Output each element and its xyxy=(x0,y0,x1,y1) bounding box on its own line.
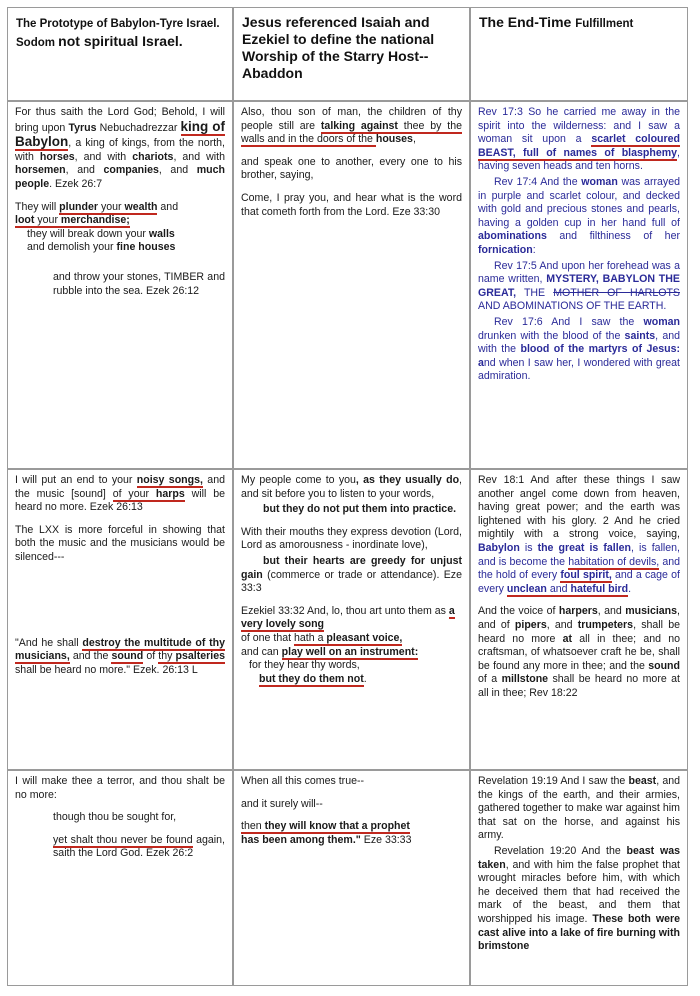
r3c2-para1: When all this comes true-- xyxy=(241,775,365,787)
r1c2-para1: Also, thou son of man, the children of thy people still are talking against thee by the walls and in the doors of the houses, xyxy=(241,106,462,146)
header-col3-text: The End-Time xyxy=(479,14,576,30)
r2c1-para3: "And he shall destroy the multitude of thy musicians, and the sound of thy psalteries shall be heard no more." Ezek. 26:13 L xyxy=(15,636,225,676)
r2c1-para2: The LXX is more forceful in showing that both the music and the musicians would be silenced--- xyxy=(15,523,225,563)
r2c2-para2: but they do not put them into practice. xyxy=(263,503,457,516)
r2c3-para2: And the voice of harpers, and musicians, and of pipers, and trumpeters, shall be heard no more at all in thee; and no craftsman, of whatsoever craft he be, shall be found any more in thee; and the sound of a millstone shall be heard no more at all in thee; Rev 18:22 xyxy=(478,605,680,699)
row1-col3 xyxy=(470,101,688,469)
row1-col2 xyxy=(233,101,470,469)
row2-col2 xyxy=(233,469,470,770)
r1c3-para4: Rev 17:6 And I saw the woman drunken with the blood of the saints, and with the blood of the martyrs of Jesus: and when I saw her, I wondered with great admiration. xyxy=(478,315,681,383)
row2-col3 xyxy=(470,469,688,770)
row1-col1 xyxy=(7,101,233,469)
row3-col3 xyxy=(470,770,688,986)
r2c1-para1: I will put an end to your noisy songs, and the music [sound] of your harps will be heard no more. Ezek 26:13 xyxy=(15,474,225,514)
r3c1-para2: though thou be sought for, xyxy=(53,811,177,824)
r3c2-para3: then they will know that a prophet has been among them." Eze 33:33 xyxy=(241,820,412,846)
r2c3-para1: Rev 18:1 And after these things I saw another angel come down from heaven, having great power; and the earth was lightened with his glory. 2 And he cried mightily with a strong voice, saying, Babylon is the great is fallen, is fallen, and is become the habitation of devils, and the hold of every foul spirit, and a cage of every unclean and hateful bird. xyxy=(478,474,681,595)
r3c2-para2: and it surely will-- xyxy=(241,797,323,810)
r1c3-para1: Rev 17:3 So he carried me away in the spirit into the wilderness: and I saw a woman sit upon a scarlet coloured BEAST, full of names of blasphemy, having seven heads and ten horns. xyxy=(478,106,681,173)
r2c2-para4: but their hearts are greedy for unjust gain (commerce or trade or attendance). Eze 33:3 xyxy=(241,554,462,595)
r1c3-para3: Rev 17:5 And upon her forehead was a name written, MYSTERY, BABYLON THE GREAT, THE MOTHER OF HARLOTS AND ABOMINATIONS OF THE EARTH. xyxy=(478,259,680,313)
header-col1 xyxy=(7,7,233,101)
r1c1-para2: They will plunder your wealth and loot your merchandise; they will break down your walls and demolish your fine houses xyxy=(15,200,179,254)
header-col2-text: Jesus referenced Isaiah and Ezekiel to define the national Worship of the Starry Host--Abaddon xyxy=(242,14,435,81)
header-col3 xyxy=(470,7,688,101)
r1c2-para2: and speak one to another, every one to his brother, saying, xyxy=(241,155,462,182)
king-of-babylon: king of Babylon xyxy=(15,118,226,150)
r3c3-para1: Revelation 19:19 And I saw the beast, and the kings of the earth, and their armies, gathered together to make war against him that sat on the horse, and against his army. xyxy=(478,775,680,842)
header-col3-small: Fulfillment xyxy=(575,18,634,30)
r3c3-para2: Revelation 19:20 And the beast was taken, and with him the false prophet that wrought miracles before him, with which he deceived them that had received the mark of the beast, and them that worshipped his image. These both were cast alive into a lake of fire burning with brimstone xyxy=(478,844,681,953)
r1c1-para1: For thus saith the Lord God; Behold, I will bring upon Tyrus Nebuchadrezzar king of Babylon, a king of kings, from the north, with horses, and with chariots, and with horsemen, and companies, and much people. Ezek 26:7 xyxy=(15,106,226,190)
header-col1-emph: not spiritual Israel. xyxy=(58,33,183,49)
r2c2-para3: With their mouths they express devotion (Lord, Lord as amorousness - inordinate love), xyxy=(241,525,462,552)
r3c1-para1: I will make thee a terror, and thou shalt be no more: xyxy=(15,775,225,801)
row2-col1 xyxy=(7,469,233,770)
r1c3-para2: Rev 17:4 And the woman was arrayed in purple and scarlet colour, and decked with gold and precious stones and pearls, having a golden cup in her hand full of abominations and filthiness of her fornication: xyxy=(478,175,680,256)
header-col2 xyxy=(233,7,470,101)
row3-col2 xyxy=(233,770,470,986)
r1c2-para3: Come, I pray you, and hear what is the word that cometh forth from the Lord. Eze 33:30 xyxy=(241,191,462,218)
header-col1-text: The Prototype of Babylon-Tyre Israel. Sodom xyxy=(16,18,220,49)
r3c1-para3: yet shalt thou never be found again, saith the Lord God. Ezek 26:2 xyxy=(53,833,225,860)
r1c1-para3: and throw your stones, TIMBER and rubble into the sea. Ezek 26:12 xyxy=(53,270,225,297)
row3-col1 xyxy=(7,770,233,986)
r2c2-para1: My people come to you, as they usually do, and sit before you to listen to your words, xyxy=(241,474,462,500)
r2c2-para5: Ezekiel 33:32 And, lo, thou art unto them as a very lovely song of one that hath a pleasant voice, and can play well on an instrument: for they hear thy words, but they do them not. xyxy=(241,604,455,685)
